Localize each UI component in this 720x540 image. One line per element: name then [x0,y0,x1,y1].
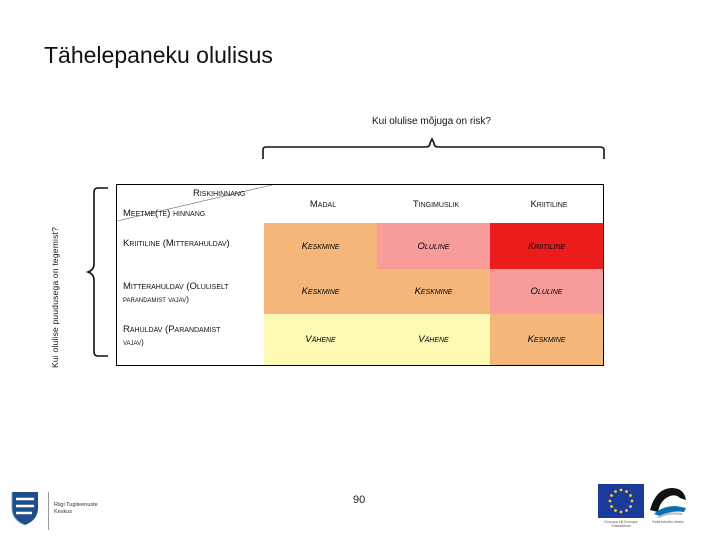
impact-question: Kui olulise mõjuga on risk? [372,116,491,127]
slide-title: Tähelepaneku olulisus [44,42,273,68]
matrix-cell: Oluline [377,223,490,269]
row-header-satisfactory [123,323,267,349]
organization-name-line1: Riigi Tugiteenuste [54,502,98,508]
column-header-low: Madal [309,199,337,210]
matrix-cell: Keskmine [490,314,603,365]
organization-name [54,502,98,516]
row-header-line1: Rahuldav (Parandamist [123,324,221,335]
matrix-cell: Keskmine [264,223,377,269]
matrix-cell: Kriitiline [490,223,603,269]
risk-assessment-label: Riskihinnang [193,188,246,199]
eu-flag-icon [598,484,644,518]
row-header-line2: parandamist vajav) [123,295,189,304]
left-brace [86,186,110,358]
eu-caption: Euroopa Liit Euroopa Sotsiaalfond [604,520,638,528]
matrix-cell: Vähene [377,314,490,365]
footer-divider [48,492,49,530]
matrix-cell: Keskmine [264,269,377,314]
matrix-cell: Oluline [490,269,603,314]
fund-caption: Eesti tuleviku heaks [652,520,684,524]
column-header-critical: Kriitiline [530,199,568,210]
top-brace [262,138,606,160]
eesti-fund-logo-icon [646,484,690,518]
measure-assessment-label: Meetme(te) hinnang [123,208,206,219]
row-header-unsatisfactory [123,280,267,306]
row-header-critical [123,237,267,250]
row-header-line2: vajav) [123,338,144,347]
column-header-conditional: Tingimuslik [412,199,460,210]
page-number: 90 [353,494,366,506]
matrix-cell: Vähene [264,314,377,365]
organization-name-line2: Keskus [54,509,73,515]
estonian-crest-icon [10,490,40,526]
risk-matrix [116,184,604,366]
matrix-cell: Keskmine [377,269,490,314]
row-header-line1: Kriitiline (Mitterahuldav) [123,238,230,249]
likelihood-question: Kui olulise puudusega on tegemist? [50,226,60,368]
row-header-line1: Mitterahuldav (Oluliselt [123,281,229,292]
